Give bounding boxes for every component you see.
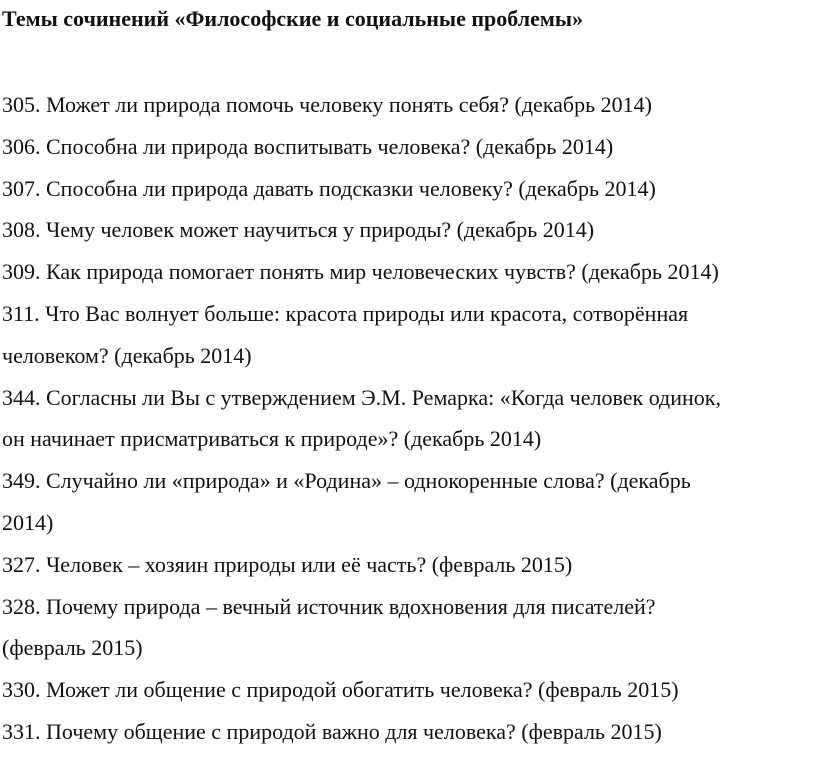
topic-line: 308. Чему человек может научиться у природы? (декабрь 2014) — [2, 217, 595, 243]
topic-line: 344. Согласны ли Вы с утверждением Э.М. Ремарка: «Когда человек одинок, — [2, 384, 721, 410]
topic-line-continuation: 2014) — [2, 509, 54, 535]
topic-line-continuation: он начинает присматриваться к природе»? (декабрь 2014) — [2, 426, 542, 452]
topic-line: 331. Почему общение с природой важно для человека? (февраль 2015) — [2, 718, 662, 744]
topic-line: 330. Может ли общение с природой обогатить человека? (февраль 2015) — [2, 677, 679, 703]
topic-line-continuation: (февраль 2015) — [2, 635, 143, 661]
topic-line-continuation: человеком? (декабрь 2014) — [2, 342, 252, 368]
topic-line: 306. Способна ли природа воспитывать человека? (декабрь 2014) — [2, 133, 614, 159]
topic-line: 327. Человек – хозяин природы или её часть? (февраль 2015) — [2, 551, 573, 577]
topic-line: 309. Как природа помогает понять мир человеческих чувств? (декабрь 2014) — [2, 259, 719, 285]
topic-line: 328. Почему природа – вечный источник вдохновения для писателей? — [2, 593, 656, 619]
topic-list — [2, 84, 808, 753]
topic-line: 307. Способна ли природа давать подсказки человеку? (декабрь 2014) — [2, 175, 656, 201]
topic-line: 349. Случайно ли «природа» и «Родина» – однокоренные слова? (декабрь — [2, 468, 691, 494]
topic-line: 305. Может ли природа помочь человеку понять себя? (декабрь 2014) — [2, 92, 652, 117]
document-title: Темы сочинений «Философские и социальные проблемы» — [2, 6, 584, 31]
topic-line: 311. Что Вас волнует больше: красота природы или красота, сотворённая — [2, 300, 689, 326]
